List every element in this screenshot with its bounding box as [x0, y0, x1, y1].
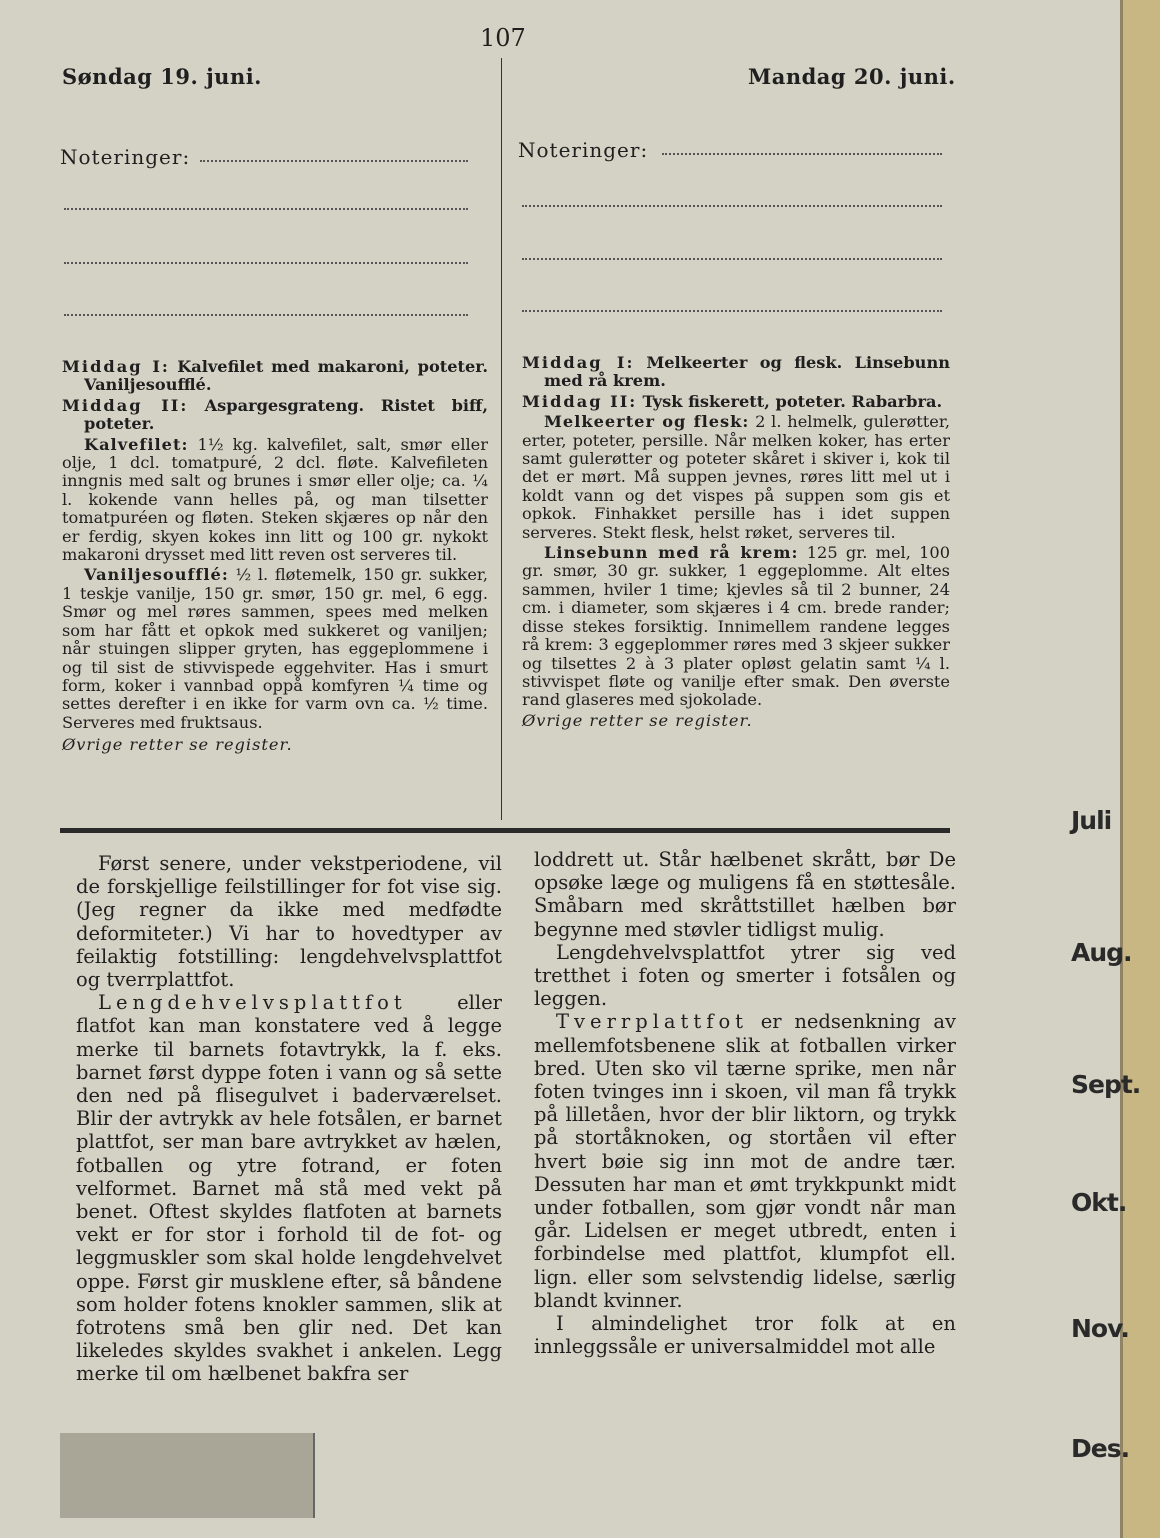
library-stamp-area: [60, 1433, 315, 1518]
middag1-text-right: Melkeerter og flesk. Linsebunn med rå krem.: [544, 353, 950, 391]
article-right-paragraph-2: Lengdehvelvsplattfot ytrer sig ved tretthet i foten og smerter i fotsålen og leggen.: [534, 940, 956, 1011]
middag1-text-left: Kalvefilet med makaroni, poteter. Vaniljesoufflé.: [84, 357, 488, 395]
month-tab-nov[interactable]: Nov.: [1071, 1314, 1129, 1343]
term-lengdehvelvsplattfot: Lengdehvelvsplattfot: [98, 991, 407, 1015]
notes-line-left-2[interactable]: [64, 208, 468, 210]
recipe1-text-left: 1½ kg. kalvefilet, salt, smør eller olje, 1 dcl. tomatpuré, 2 dcl. fløte. Kalvefileten inngnis med salt og brunes i smør eller olje; ca. ¼ l. kokende vann helles på, og man tilsetter tomatpuréen og fløten. Steken skjæres op når den er ferdig, skyen kokes inn litt og 100 gr. nykokt makaroni drysset med litt reven ost serveres til.: [62, 434, 488, 565]
article-right-column: [534, 848, 956, 1358]
menu-right: [522, 354, 950, 732]
month-tab-aug[interactable]: Aug.: [1071, 938, 1132, 967]
recipe2-text-left: ½ l. fløtemelk, 150 gr. sukker, 1 teskje vanilje, 150 gr. smør, 150 gr. mel, 6 egg. Smør og mel røres sammen, spees med melken som har fått et opkok med sukkeret og vaniljen; når stuingen slipper gryten, has eggeplommene i og til sist de stivvispede eggehviter. Has i smurt form, koker i vannbad oppå komfyren ¼ time og settes derefter i en ikke for varm ovn ca. ½ time. Serveres med fruktsaus.: [62, 565, 488, 732]
article-left-paragraph-2: eller flatfot kan man konstatere ved å legge merke til barnets fotavtrykk, la f. eks. barnet først dyppe foten i vann og så sette den ned på flisegulvet i baderværelset. Blir der avtrykk av hele fotsålen, er barnet plattfot, ser man bare avtrykket av hælen, fotballen og ytre fotrand, er foten velformet. Barnet må stå med vekt på benet. Oftest skyldes flatfoten at barnets vekt er for stor i forhold til de fot- og leggmuskler som skal holde lengdehvelvet oppe. Først gir musklene efter, så båndene som holder fotens knokler sammen, slik at fotrotens små ben glir ned. Det kan likeledes skyldes svakhet i ankelen. Legg merke til om hælbenet bakfra ser: [76, 991, 502, 1386]
month-tab-sept[interactable]: Sept.: [1071, 1070, 1141, 1099]
middag2-label-right: Middag II:: [522, 391, 638, 411]
notes-line-right-3[interactable]: [522, 258, 942, 260]
notes-line-right-2[interactable]: [522, 205, 942, 207]
recipe1-label-right: Melkeerter og flesk:: [544, 412, 750, 432]
notes-line-left-4[interactable]: [64, 314, 468, 316]
month-tab-okt[interactable]: Okt.: [1071, 1188, 1127, 1217]
footer-right: Øvrige retter se register.: [522, 710, 753, 730]
middag1-label-right: Middag I:: [522, 353, 635, 372]
term-tverrplattfot: Tverrplattfot: [556, 1010, 749, 1034]
footer-left: Øvrige retter se register.: [62, 735, 293, 755]
middag2-text-right: Tysk fiskerett, poteter. Rabarbra.: [642, 391, 943, 411]
middag2-text-left: Aspargesgrateng. Ristet biff, poteter.: [84, 395, 488, 434]
column-divider: [501, 58, 502, 820]
page-number: 107: [480, 24, 526, 52]
article-left-column: [76, 852, 502, 1386]
month-tab-juli[interactable]: Juli: [1071, 806, 1112, 835]
month-tab-des[interactable]: Des.: [1071, 1434, 1130, 1463]
page-edge: [1120, 0, 1160, 1538]
notes-line-left-1[interactable]: [200, 160, 468, 162]
article-left-paragraph-1: Først senere, under vekstperiodene, vil de forskjellige feilstillinger for fot vise sig. (Jeg regner da ikke med medfødte deformiteter.) Vi har to hovedtyper av feilaktig fotstilling: lengdehvelvsplattfot og tverrplattfot.: [76, 852, 502, 992]
recipe2-label-left: Vaniljesoufflé:: [84, 565, 229, 585]
article-right-paragraph-4: I almindelighet tror folk at en innleggssåle er universalmiddel mot alle: [534, 1312, 956, 1359]
section-rule: [60, 828, 950, 833]
date-left: Søndag 19. juni.: [62, 64, 262, 89]
date-right: Mandag 20. juni.: [748, 64, 956, 89]
middag1-label-left: Middag I:: [62, 357, 170, 376]
article-right-paragraph-1: loddrett ut. Står hælbenet skrått, bør De opsøke læge og muligens få en støttesåle. Småbarn med skråttstillet hælben bør begynne med støvler tidligst mulig.: [534, 848, 956, 941]
notes-line-right-1[interactable]: [662, 153, 942, 155]
notes-label-right: Noteringer:: [518, 138, 649, 162]
notes-label-left: Noteringer:: [60, 145, 191, 169]
recipe2-text-right: 125 gr. mel, 100 gr. smør, 30 gr. sukker, 1 eggeplomme. Alt eltes sammen, hviler 1 time; kjevles så til 2 bunner, 24 cm. i diameter, som skjæres i 4 cm. brede rander; disse stekes forsiktig. Innimellem randene legges rå krem: 3 eggeplommer røres med 3 skjeer sukker og tilsettes 2 à 3 plater opløst gelatin samt ¼ l. stivvispet fløte og vanilje efter smak. Den øverste rand glaseres med sjokolade.: [522, 543, 951, 710]
article-right-paragraph-3: er nedsenkning av mellemfotsbenene slik at fotballen virker bred. Uten sko vil tærne sprike, men når foten tvinges inn i skoen, vil man få trykk på lilletåen, hvor der blir liktorn, og trykk på stortåknoken, og stortåen vil efter hvert bøie sig inn mot de andre tær. Dessuten har man et ømt trykkpunkt midt under fotballen, som gjør vondt når man går. Lidelsen er meget utbredt, enten i forbindelse med plattfot, klumpfot ell. lign. eller som selvstendig lidelse, særlig blandt kvinner.: [534, 1010, 957, 1312]
middag2-label-left: Middag II:: [62, 395, 189, 415]
recipe1-text-right: 2 l. helmelk, gulerøtter, erter, poteter, persille. Når melken koker, has erter samt gulerøtter og poteter skåret i skiver i, kok til det er mørt. Må suppen jevnes, røres litt mel ut i koldt vann og det vispes på suppen som gis et opkok. Finhakket persille has i idet suppen serveres. Stekt flesk, helst røket, serveres til.: [522, 412, 950, 542]
notes-line-right-4[interactable]: [522, 310, 942, 312]
menu-left: [62, 358, 488, 757]
notes-line-left-3[interactable]: [64, 262, 468, 264]
recipe1-label-left: Kalvefilet:: [84, 434, 189, 454]
recipe2-label-right: Linsebunn med rå krem:: [544, 543, 799, 563]
